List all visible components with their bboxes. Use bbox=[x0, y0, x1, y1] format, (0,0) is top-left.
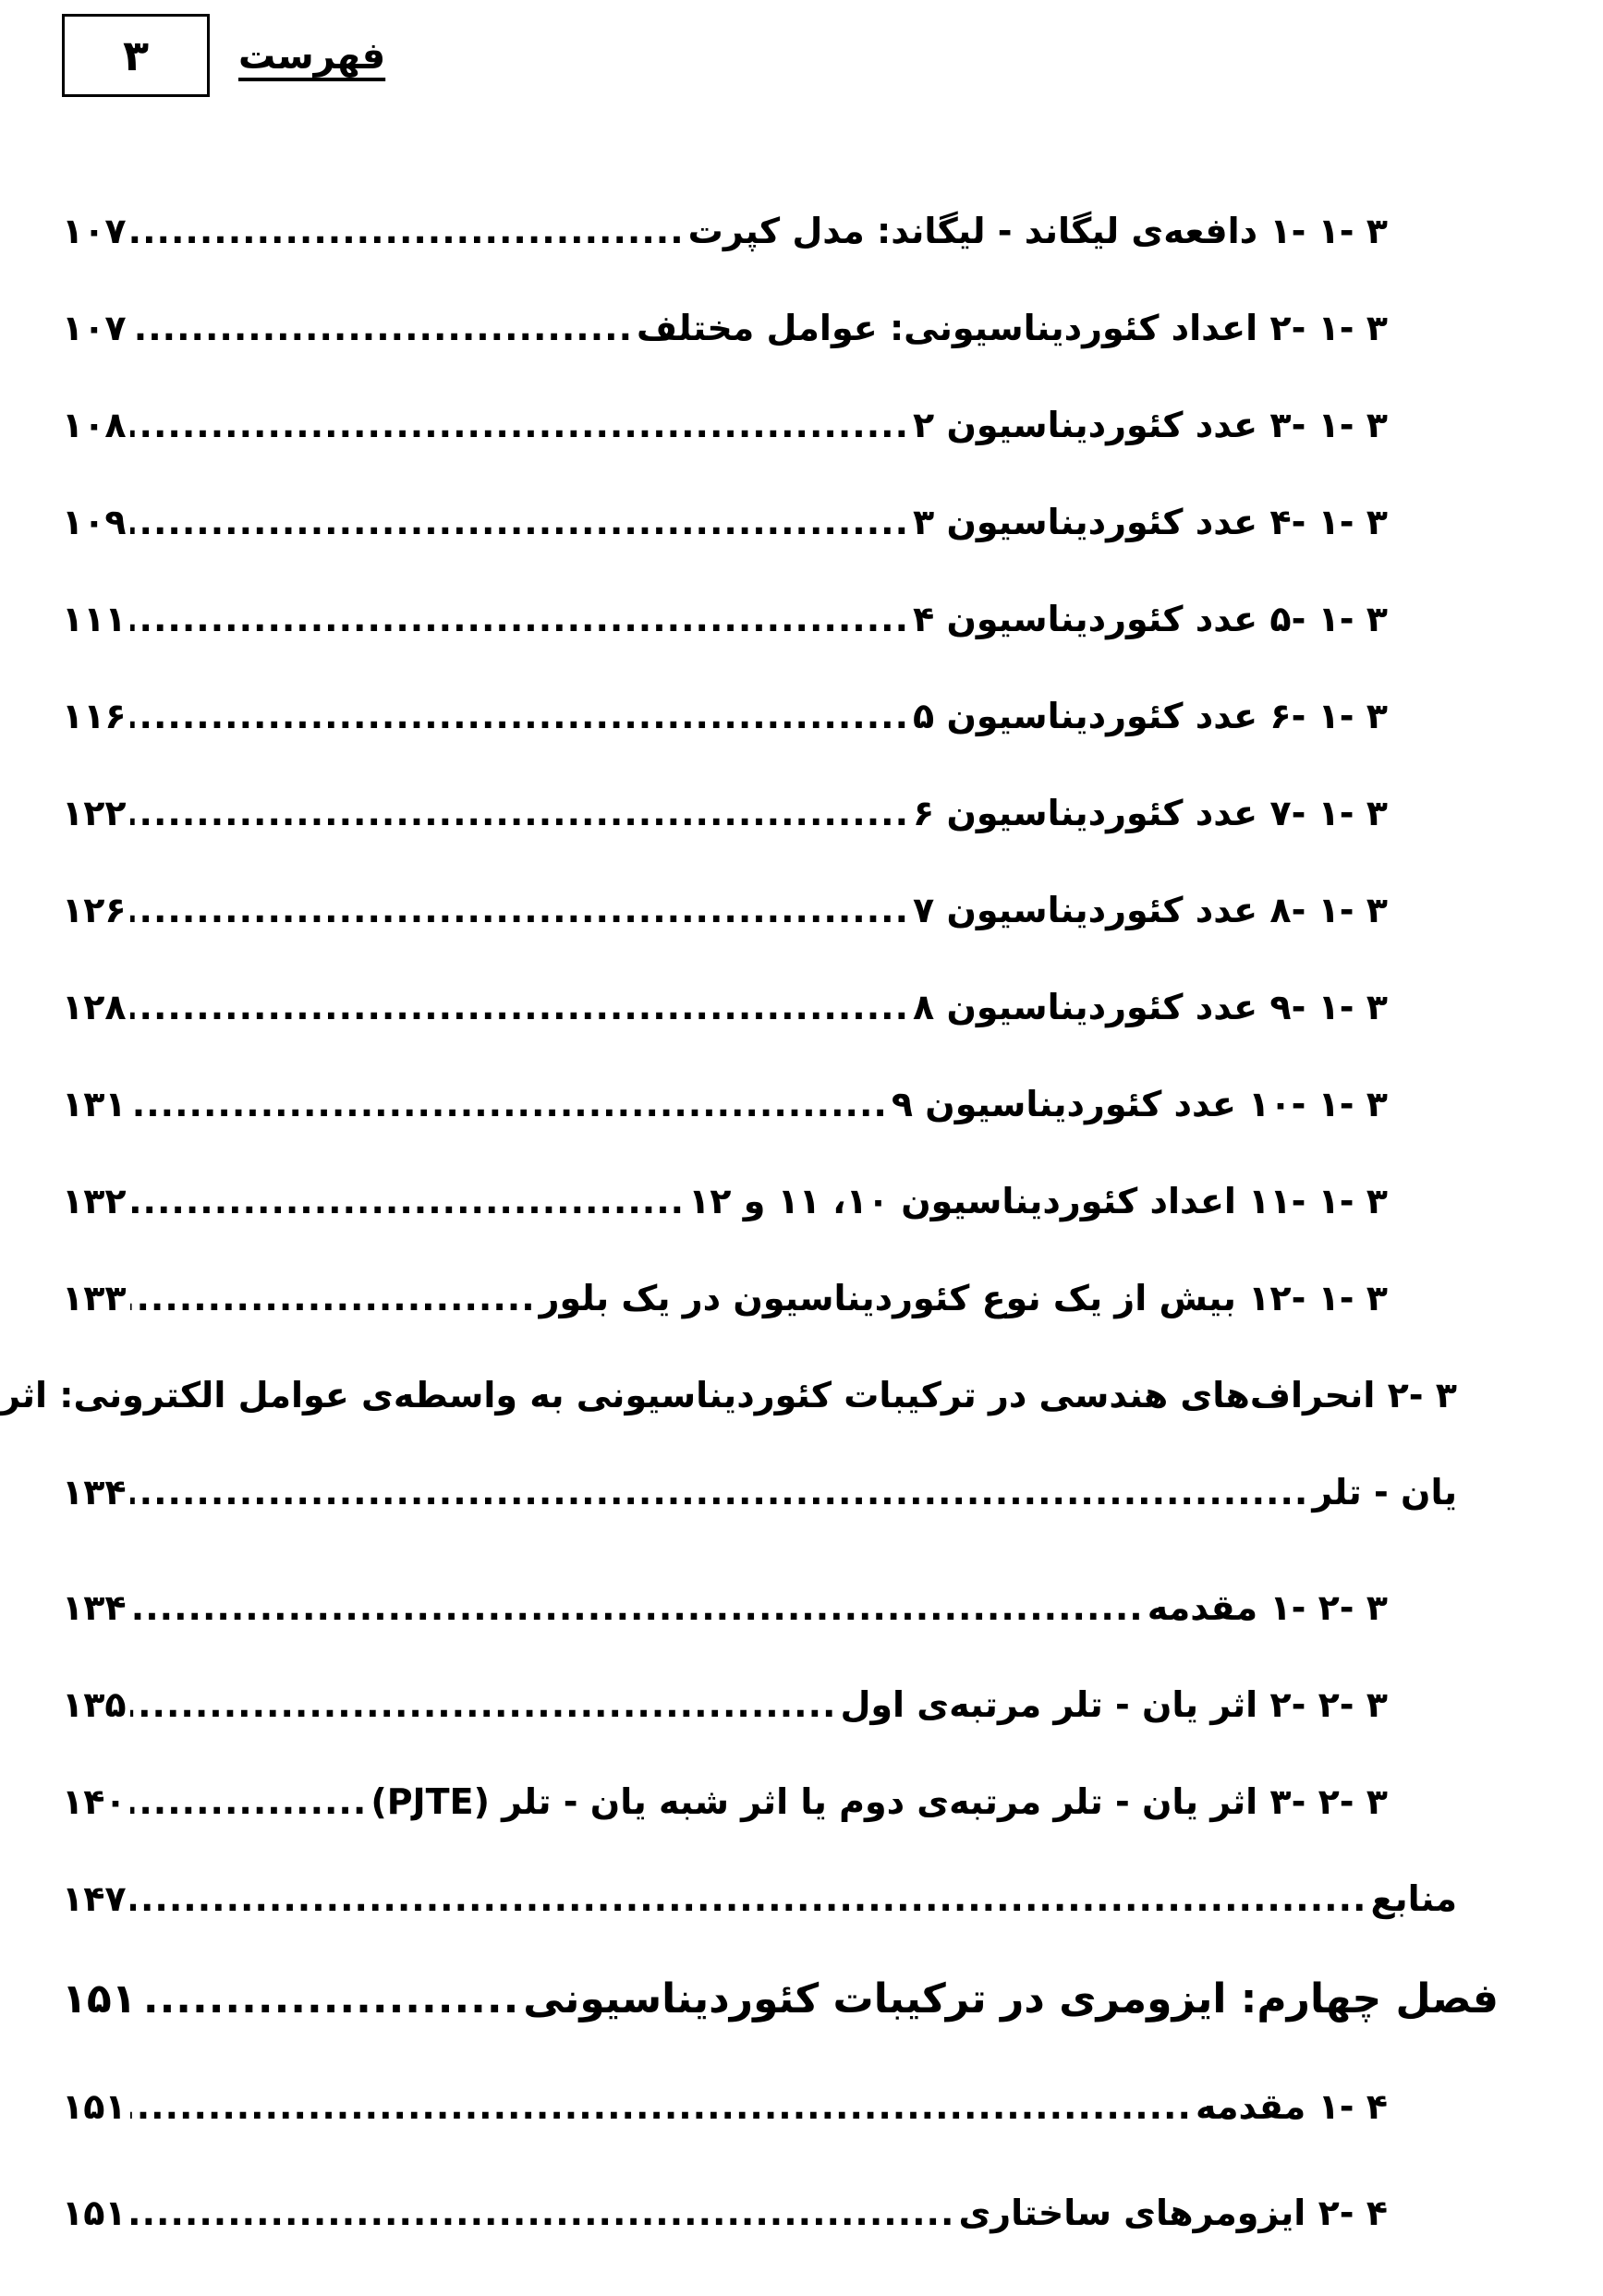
toc-entry-page: ۱۴۰ bbox=[62, 1781, 127, 1822]
toc-entry[interactable] bbox=[62, 987, 1388, 1027]
toc-entry-page: ۱۰۷ bbox=[62, 211, 127, 251]
leader-dots bbox=[130, 1878, 1367, 1919]
leader-dots bbox=[130, 1278, 536, 1318]
page-title: فهرست bbox=[238, 35, 386, 78]
toc-entry-page: ۱۴۷ bbox=[62, 1878, 127, 1919]
toc-chapter-entry[interactable] bbox=[62, 1975, 1499, 2023]
toc-entry-title: ۳ -۱ -۷ عدد کئوردیناسیون ۶ bbox=[913, 793, 1388, 833]
toc-entry[interactable] bbox=[62, 890, 1388, 930]
toc-entry[interactable] bbox=[62, 405, 1388, 445]
toc-entry[interactable] bbox=[62, 211, 1388, 251]
toc-entry-title: ۳ -۱ -۴ عدد کئوردیناسیون ۳ bbox=[913, 502, 1388, 542]
leader-dots bbox=[130, 1684, 837, 1725]
leader-dots bbox=[130, 1587, 1144, 1628]
toc-entry-page: ۱۵۱ bbox=[62, 2193, 127, 2233]
toc-entry-title: ۳ -۲ -۳ اثر یان - تلر مرتبه‌ی دوم یا اثر شبه یان - تلر (PJTE) bbox=[370, 1781, 1388, 1822]
leader-dots bbox=[130, 1472, 1309, 1512]
toc-entry-title: ۴ -۱ مقدمه bbox=[1195, 2086, 1388, 2127]
toc-entry-title: ۳ -۱ -۲ اعداد کئوردیناسیونی: عوامل مختلف bbox=[637, 308, 1388, 348]
toc-entry-references[interactable] bbox=[62, 1878, 1457, 1919]
toc-entry-page: ۱۳۲ bbox=[62, 1181, 127, 1221]
leader-dots bbox=[130, 211, 685, 251]
leader-dots bbox=[130, 599, 909, 639]
leader-dots bbox=[130, 2086, 1192, 2127]
toc-entry-page: ۱۳۱ bbox=[62, 1084, 127, 1124]
toc-entry-page: ۱۲۸ bbox=[62, 987, 127, 1027]
toc-entry[interactable] bbox=[62, 1278, 1388, 1318]
toc-entry[interactable] bbox=[62, 1181, 1388, 1221]
toc-entry-page: ۱۳۳ bbox=[62, 1278, 127, 1318]
toc-entry-page: ۱۰۷ bbox=[62, 308, 127, 348]
toc-entry[interactable] bbox=[62, 1084, 1388, 1124]
toc-entry-title: ۳ -۲ -۲ اثر یان - تلر مرتبه‌ی اول bbox=[840, 1684, 1388, 1725]
toc-entry[interactable] bbox=[62, 308, 1388, 348]
toc-entry[interactable] bbox=[62, 502, 1388, 542]
toc-entry-title: منابع bbox=[1370, 1878, 1457, 1919]
toc-chapter-title: فصل چهارم: ایزومری در ترکیبات کئوردیناسیونی bbox=[523, 1975, 1499, 2023]
toc-entry-page: ۱۱۱ bbox=[62, 599, 127, 639]
toc-entry-page: ۱۵۱ bbox=[62, 2086, 127, 2127]
toc-entry-page: ۱۳۴ bbox=[62, 1587, 127, 1628]
toc-entry[interactable] bbox=[62, 1684, 1388, 1725]
toc-entry-title-line1[interactable]: ۳ -۲ انحراف‌های هندسی در ترکیبات کئوردیناسیونی به واسطه‌ی عوامل الکترونی: اثر bbox=[0, 1375, 1457, 1415]
toc-entry-page: ۱۰۹ bbox=[62, 502, 127, 542]
toc-entry-title: ۳ -۱ -۵ عدد کئوردیناسیون ۴ bbox=[913, 599, 1388, 639]
toc-entry[interactable] bbox=[62, 2086, 1388, 2127]
toc-entry-page: ۱۱۶ bbox=[62, 696, 127, 736]
toc-entry-page: ۱۳۴ bbox=[62, 1472, 127, 1512]
toc-entry-title: ۳ -۱ -۱۰ عدد کئوردیناسیون ۹ bbox=[891, 1084, 1388, 1124]
leader-dots bbox=[130, 1181, 685, 1221]
toc-entry[interactable] bbox=[62, 1781, 1388, 1822]
leader-dots bbox=[130, 987, 909, 1027]
toc-entry-title: ۴ -۲ ایزومرهای ساختاری bbox=[958, 2193, 1388, 2233]
toc-entry-page: ۱۵۱ bbox=[62, 1975, 137, 2023]
toc-entry-title: ۳ -۱ -۱۱ اعداد کئوردیناسیون ۱۰، ۱۱ و ۱۲ bbox=[688, 1181, 1388, 1221]
toc-entry-page: ۱۰۸ bbox=[62, 405, 127, 445]
toc-entry[interactable] bbox=[62, 1587, 1388, 1628]
leader-dots bbox=[140, 1975, 520, 2023]
chapter-number: ۳ bbox=[122, 30, 150, 80]
leader-dots bbox=[130, 793, 909, 833]
leader-dots bbox=[130, 2193, 955, 2233]
toc-entry-page: ۱۲۲ bbox=[62, 793, 127, 833]
toc-entry-page: ۱۳۵ bbox=[62, 1684, 127, 1725]
toc-entry-page: ۱۲۶ bbox=[62, 890, 127, 930]
toc-entry-title: ۳ -۱ -۳ عدد کئوردیناسیون ۲ bbox=[913, 405, 1388, 445]
toc-entry-title: یان - تلر bbox=[1312, 1472, 1457, 1512]
leader-dots bbox=[130, 890, 909, 930]
leader-dots bbox=[130, 1084, 888, 1124]
toc-entry-title: ۳ -۱ -۱۲ بیش از یک نوع کئوردیناسیون در یک بلور bbox=[539, 1278, 1388, 1318]
toc-entry[interactable] bbox=[62, 793, 1388, 833]
toc-entry[interactable] bbox=[62, 2193, 1388, 2233]
toc-entry[interactable] bbox=[62, 696, 1388, 736]
leader-dots bbox=[130, 1781, 368, 1822]
leader-dots bbox=[130, 405, 909, 445]
leader-dots bbox=[130, 696, 909, 736]
toc-entry-title: ۳ -۱ -۱ دافعه‌ی لیگاند - لیگاند: مدل کپرت bbox=[687, 211, 1388, 251]
toc-entry-title: ۳ -۱ -۹ عدد کئوردیناسیون ۸ bbox=[913, 987, 1388, 1027]
leader-dots bbox=[130, 308, 633, 348]
toc-entry-title: ۳ -۱ -۸ عدد کئوردیناسیون ۷ bbox=[913, 890, 1388, 930]
toc-entry[interactable] bbox=[62, 1472, 1457, 1512]
toc-entry[interactable] bbox=[62, 599, 1388, 639]
leader-dots bbox=[130, 502, 909, 542]
toc-entry-title: ۳ -۱ -۶ عدد کئوردیناسیون ۵ bbox=[913, 696, 1388, 736]
toc-entry-title: ۳ -۲ -۱ مقدمه bbox=[1147, 1587, 1388, 1628]
